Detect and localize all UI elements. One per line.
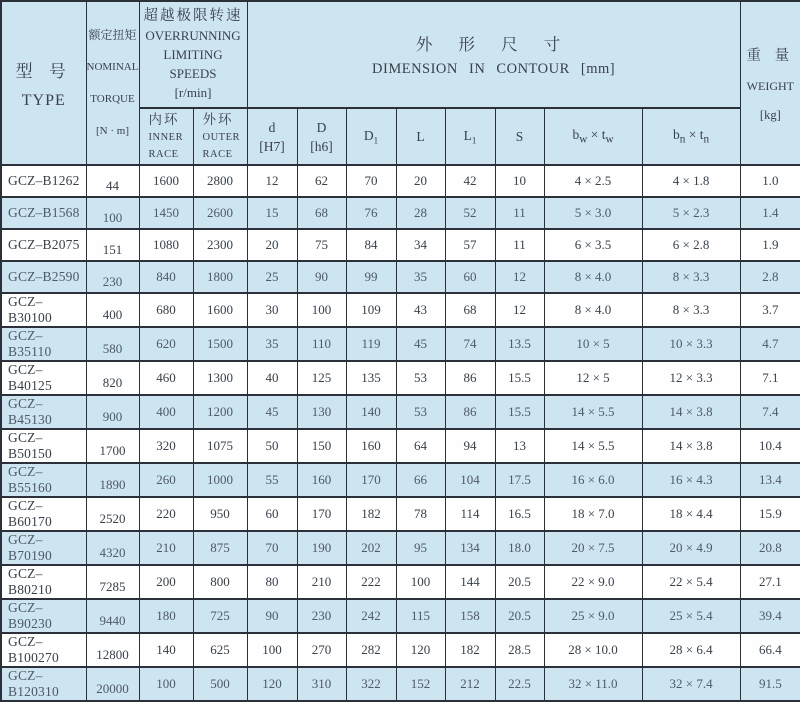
cell-S: 17.5 [495,463,544,497]
weight-header-zh: 重 量 [746,47,795,64]
cell-L: 34 [396,229,445,261]
bn-sub2: n [703,133,710,146]
cell-inner: 210 [139,531,193,565]
cell-bw: 8 × 4.0 [544,261,642,293]
cell-outer: 2300 [193,229,247,261]
cell-bw: 10 × 5 [544,327,642,361]
header-row-main [1,1,800,108]
type-header-zh: 型 号 [15,61,72,81]
cell-bn: 12 × 3.3 [642,361,740,395]
torque-value: 580 [102,341,123,356]
cell-d: 70 [247,531,297,565]
cell-d: 60 [247,497,297,531]
col-header-L1 [445,108,495,165]
col-header-d [247,108,297,165]
cell-type: GCZ–B60170 [1,497,86,531]
bn-times: × [685,127,700,143]
cell-D: 210 [297,565,346,599]
cell-inner: 220 [139,497,193,531]
cell-S: 15.5 [495,361,544,395]
cell-D1: 109 [346,293,396,327]
cell-D1: 282 [346,633,396,667]
torque-value: 1700 [99,443,126,458]
torque-value: 7285 [99,579,126,594]
cell-L: 43 [396,293,445,327]
cell-outer: 1000 [193,463,247,497]
cell-bn: 5 × 2.3 [642,197,740,229]
cell-bn: 25 × 5.4 [642,599,740,633]
cell-outer: 1600 [193,293,247,327]
dimension-header-en: DIMENSION IN CONTOUR [mm] [372,61,616,77]
bw-b: b [572,127,580,143]
cell-inner: 1600 [139,165,193,197]
cell-L1: 158 [445,599,495,633]
cell-L1: 42 [445,165,495,197]
cell-weight: 1.4 [740,197,800,229]
cell-weight: 20.8 [740,531,800,565]
cell-D1: 84 [346,229,396,261]
cell-bw: 25 × 9.0 [544,599,642,633]
cell-d: 50 [247,429,297,463]
weight-header-en: WEIGHT [746,78,794,93]
col-header-weight [740,1,800,165]
cell-D1: 140 [346,395,396,429]
cell-S: 13 [495,429,544,463]
cell-L: 35 [396,261,445,293]
cell-L1: 52 [445,197,495,229]
torque-value: 230 [102,274,123,289]
cell-L1: 60 [445,261,495,293]
cell-D1: 119 [346,327,396,361]
cell-inner: 200 [139,565,193,599]
cell-D: 190 [297,531,346,565]
cell-d: 35 [247,327,297,361]
cell-torque [86,293,139,327]
cell-weight: 1.0 [740,165,800,197]
speeds-header-unit: [r/min] [174,85,212,100]
cell-weight: 3.7 [740,293,800,327]
speeds-header-en2: LIMITING SPEEDS [163,47,223,81]
cell-d: 15 [247,197,297,229]
cell-torque [86,497,139,531]
cell-outer: 2600 [193,197,247,229]
cell-S: 20.5 [495,565,544,599]
cell-bw: 18 × 7.0 [544,497,642,531]
cell-type: GCZ–B2590 [1,261,86,293]
cell-S: 28.5 [495,633,544,667]
cell-type: GCZ–B1568 [1,197,86,229]
cell-torque [86,165,139,197]
cell-D: 125 [297,361,346,395]
torque-value: 100 [102,210,123,225]
torque-header-zh: 额定扭矩 [88,28,137,42]
col-header-outer-race [193,108,247,165]
cell-D: 230 [297,599,346,633]
cell-bn: 8 × 3.3 [642,293,740,327]
torque-header-en2: TORQUE [90,93,135,105]
cell-L1: 182 [445,633,495,667]
torque-value: 20000 [96,681,129,696]
cell-bn: 32 × 7.4 [642,667,740,701]
cell-L1: 212 [445,667,495,701]
cell-bn: 16 × 4.3 [642,463,740,497]
cell-type: GCZ–B50150 [1,429,86,463]
inner-race-zh: 内环 [148,111,180,127]
cell-S: 18.0 [495,531,544,565]
cell-bw: 32 × 11.0 [544,667,642,701]
cell-type: GCZ–B40125 [1,361,86,395]
cell-torque [86,565,139,599]
col-header-D [297,108,346,165]
cell-type: GCZ–B70190 [1,531,86,565]
speeds-header-en1: OVERRUNNING [145,28,241,43]
D1-base: D [363,127,374,143]
inner-race-en2: RACE [148,148,179,160]
cell-L: 53 [396,361,445,395]
torque-value: 12800 [96,647,129,662]
cell-L: 66 [396,463,445,497]
cell-bw: 20 × 7.5 [544,531,642,565]
cell-bw: 14 × 5.5 [544,395,642,429]
cell-bw: 6 × 3.5 [544,229,642,261]
cell-D1: 322 [346,667,396,701]
cell-L: 64 [396,429,445,463]
cell-L1: 134 [445,531,495,565]
cell-weight: 66.4 [740,633,800,667]
d-line2: [H7] [259,138,285,154]
cell-outer: 1075 [193,429,247,463]
L1-sub: 1 [471,135,477,146]
cell-inner: 680 [139,293,193,327]
cell-D: 110 [297,327,346,361]
cell-type: GCZ–B35110 [1,327,86,361]
cell-D: 160 [297,463,346,497]
table-row [1,633,800,667]
D-line2: [h6] [310,138,333,154]
bn-b: b [672,127,680,143]
col-header-bw-tw [544,108,642,165]
cell-inner: 460 [139,361,193,395]
cell-L1: 57 [445,229,495,261]
dimension-header-zh: 外 形 尺 寸 [415,35,572,54]
cell-inner: 100 [139,667,193,701]
col-header-nominal-torque [86,1,139,165]
speeds-header-zh: 超越极限转速 [143,8,243,24]
cell-d: 120 [247,667,297,701]
table-row [1,429,800,463]
bn-t: t [699,127,704,143]
cell-weight: 4.7 [740,327,800,361]
cell-d: 12 [247,165,297,197]
cell-type: GCZ–B30100 [1,293,86,327]
torque-value: 151 [102,242,123,257]
col-header-S [495,108,544,165]
table-row [1,497,800,531]
torque-header-unit: [N · m] [96,125,129,137]
col-header-bn-tn [642,108,740,165]
table-row [1,395,800,429]
cell-L: 28 [396,197,445,229]
cell-type: GCZ–B55160 [1,463,86,497]
cell-type: GCZ–B90230 [1,599,86,633]
cell-torque [86,327,139,361]
cell-bw: 8 × 4.0 [544,293,642,327]
cell-bn: 18 × 4.4 [642,497,740,531]
cell-L: 100 [396,565,445,599]
cell-bn: 22 × 5.4 [642,565,740,599]
cell-outer: 2800 [193,165,247,197]
cell-bw: 5 × 3.0 [544,197,642,229]
cell-bw: 28 × 10.0 [544,633,642,667]
cell-S: 12 [495,293,544,327]
cell-inner: 840 [139,261,193,293]
cell-L1: 68 [445,293,495,327]
cell-inner: 320 [139,429,193,463]
cell-L: 95 [396,531,445,565]
bw-t: t [601,127,606,143]
cell-outer: 725 [193,599,247,633]
cell-torque [86,197,139,229]
cell-type: GCZ–B2075 [1,229,86,261]
col-header-D1 [346,108,396,165]
cell-bw: 12 × 5 [544,361,642,395]
torque-value: 44 [106,178,119,193]
L1-base: L [463,127,472,143]
cell-L: 115 [396,599,445,633]
cell-D1: 242 [346,599,396,633]
outer-race-zh: 外环 [202,111,234,127]
cell-weight: 10.4 [740,429,800,463]
cell-L1: 74 [445,327,495,361]
cell-torque [86,261,139,293]
cell-L: 20 [396,165,445,197]
table-body [1,165,800,701]
cell-L1: 94 [445,429,495,463]
table-row [1,531,800,565]
cell-torque [86,429,139,463]
D-line1: D [316,119,327,135]
cell-weight: 7.1 [740,361,800,395]
L-label: L [416,128,425,144]
cell-L: 53 [396,395,445,429]
inner-race-en1: INNER [148,131,184,143]
cell-outer: 1200 [193,395,247,429]
cell-D: 62 [297,165,346,197]
cell-weight: 13.4 [740,463,800,497]
cell-inner: 620 [139,327,193,361]
cell-torque [86,361,139,395]
cell-bw: 14 × 5.5 [544,429,642,463]
cell-S: 12 [495,261,544,293]
D1-sub: 1 [373,135,379,146]
cell-D1: 160 [346,429,396,463]
cell-d: 45 [247,395,297,429]
torque-value: 9440 [99,613,126,628]
cell-L: 152 [396,667,445,701]
cell-weight: 2.8 [740,261,800,293]
table-row [1,229,800,261]
cell-D: 310 [297,667,346,701]
cell-weight: 91.5 [740,667,800,701]
cell-bw: 22 × 9.0 [544,565,642,599]
cell-bn: 14 × 3.8 [642,429,740,463]
cell-d: 55 [247,463,297,497]
cell-torque [86,463,139,497]
table-row [1,463,800,497]
cell-bn: 10 × 3.3 [642,327,740,361]
torque-header-en1: NOMINAL [86,61,139,73]
torque-value: 400 [102,307,123,322]
cell-inner: 1450 [139,197,193,229]
cell-bw: 4 × 2.5 [544,165,642,197]
torque-value: 900 [102,409,123,424]
cell-D: 170 [297,497,346,531]
cell-outer: 950 [193,497,247,531]
cell-S: 13.5 [495,327,544,361]
cell-d: 80 [247,565,297,599]
cell-torque [86,633,139,667]
cell-weight: 27.1 [740,565,800,599]
cell-d: 25 [247,261,297,293]
cell-torque [86,395,139,429]
cell-L1: 144 [445,565,495,599]
cell-weight: 39.4 [740,599,800,633]
cell-D: 90 [297,261,346,293]
cell-bn: 20 × 4.9 [642,531,740,565]
cell-weight: 15.9 [740,497,800,531]
cell-D: 68 [297,197,346,229]
cell-torque [86,229,139,261]
outer-race-en1: OUTER [202,131,240,143]
cell-d: 30 [247,293,297,327]
cell-inner: 140 [139,633,193,667]
cell-outer: 625 [193,633,247,667]
bn-sub1: n [679,133,686,146]
cell-L: 120 [396,633,445,667]
cell-inner: 400 [139,395,193,429]
table-row [1,327,800,361]
col-header-overrunning-speeds [139,1,247,108]
table-row [1,165,800,197]
cell-D1: 135 [346,361,396,395]
cell-L1: 114 [445,497,495,531]
cell-bn: 6 × 2.8 [642,229,740,261]
table-row [1,293,800,327]
col-header-inner-race [139,108,193,165]
cell-outer: 875 [193,531,247,565]
cell-L1: 104 [445,463,495,497]
cell-S: 15.5 [495,395,544,429]
cell-L: 45 [396,327,445,361]
cell-D1: 182 [346,497,396,531]
torque-value: 820 [102,375,123,390]
cell-d: 40 [247,361,297,395]
cell-type: GCZ–B1262 [1,165,86,197]
table-row [1,361,800,395]
col-header-dimension [247,1,740,108]
table-header [1,1,800,165]
cell-D1: 99 [346,261,396,293]
cell-bn: 28 × 6.4 [642,633,740,667]
cell-weight: 7.4 [740,395,800,429]
table-row [1,565,800,599]
cell-bn: 14 × 3.8 [642,395,740,429]
cell-D1: 76 [346,197,396,229]
cell-type: GCZ–B120310 [1,667,86,701]
cell-d: 90 [247,599,297,633]
cell-inner: 260 [139,463,193,497]
cell-D: 270 [297,633,346,667]
cell-D1: 70 [346,165,396,197]
cell-outer: 1300 [193,361,247,395]
cell-type: GCZ–B80210 [1,565,86,599]
table-row [1,197,800,229]
cell-type: GCZ–B45130 [1,395,86,429]
cell-torque [86,531,139,565]
bw-sub1: w [579,133,588,146]
weight-header-unit: [kg] [759,107,781,122]
cell-D: 100 [297,293,346,327]
cell-S: 16.5 [495,497,544,531]
cell-D: 75 [297,229,346,261]
d-line1: d [268,119,276,135]
cell-bw: 16 × 6.0 [544,463,642,497]
table-row [1,667,800,701]
cell-outer: 500 [193,667,247,701]
cell-D1: 170 [346,463,396,497]
cell-D: 130 [297,395,346,429]
torque-value: 2520 [99,511,126,526]
cell-outer: 800 [193,565,247,599]
cell-outer: 1500 [193,327,247,361]
cell-outer: 1800 [193,261,247,293]
cell-weight: 1.9 [740,229,800,261]
col-header-L [396,108,445,165]
outer-race-en2: RACE [202,148,233,160]
cell-S: 10 [495,165,544,197]
torque-value: 1890 [99,477,126,492]
bw-sub2: w [605,133,614,146]
cell-S: 11 [495,197,544,229]
type-header-en: TYPE [21,91,66,109]
cell-D: 150 [297,429,346,463]
cell-torque [86,599,139,633]
cell-inner: 1080 [139,229,193,261]
col-header-type [1,1,86,165]
S-label: S [515,128,524,144]
cell-D1: 202 [346,531,396,565]
cell-S: 11 [495,229,544,261]
cell-d: 20 [247,229,297,261]
cell-L: 78 [396,497,445,531]
cell-L1: 86 [445,395,495,429]
cell-inner: 180 [139,599,193,633]
cell-D1: 222 [346,565,396,599]
cell-bn: 4 × 1.8 [642,165,740,197]
cell-S: 22.5 [495,667,544,701]
table-row [1,599,800,633]
cell-torque [86,667,139,701]
cell-bn: 8 × 3.3 [642,261,740,293]
torque-value: 4320 [99,545,126,560]
table-row [1,261,800,293]
cell-type: GCZ–B100270 [1,633,86,667]
bw-times: × [587,127,602,143]
cell-S: 20.5 [495,599,544,633]
cell-d: 100 [247,633,297,667]
cell-L1: 86 [445,361,495,395]
